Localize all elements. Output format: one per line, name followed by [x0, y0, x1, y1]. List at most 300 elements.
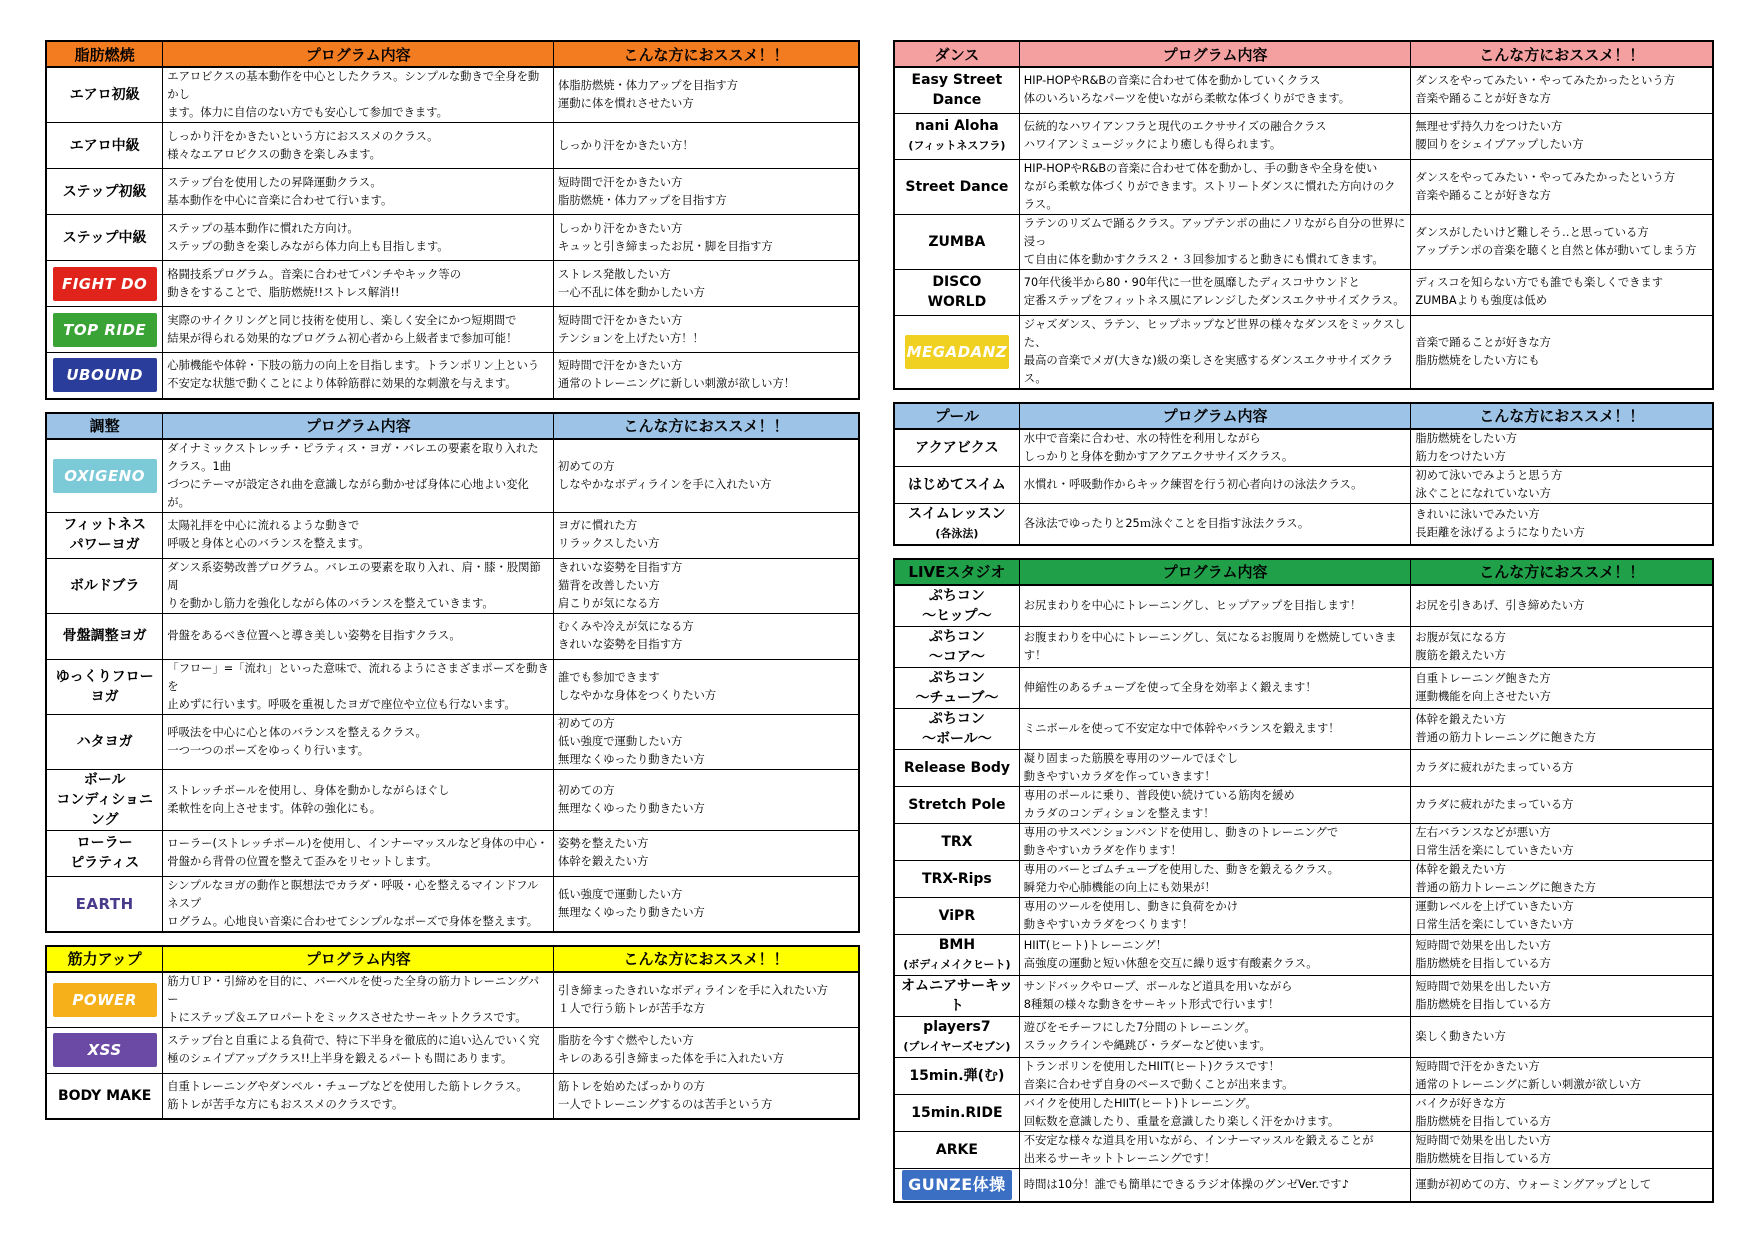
program-name-line: Release Body	[903, 759, 1010, 776]
target-line: 無理せず持久力をつけたい方	[1415, 120, 1563, 133]
program-description	[1019, 214, 1411, 269]
target-line: 短時間で汗をかきたい方	[558, 359, 683, 373]
program-row	[894, 1016, 1713, 1057]
target-line: 短時間で汗をかきたい方	[558, 175, 683, 189]
description-line: カラダのコンディションを整えます！	[1023, 806, 1215, 820]
logo-text: TOP RIDE	[63, 320, 147, 339]
program-name	[894, 934, 1019, 975]
gunze-logo-icon	[902, 1170, 1012, 1200]
program-row	[894, 626, 1713, 667]
description-line: ログラム。心地良い音楽に合わせてシンプルなポーズで身体を整えます。	[167, 914, 539, 928]
program-description	[1019, 113, 1411, 159]
target-line: 初めての方	[558, 783, 615, 797]
program-row	[894, 1094, 1713, 1131]
program-row	[46, 123, 859, 169]
target-line: 脂肪燃焼を目指している方	[1415, 997, 1551, 1011]
target-line: ZUMBAよりも強度は低め	[1415, 294, 1547, 307]
program-row	[894, 823, 1713, 860]
program-name	[894, 1057, 1019, 1094]
description-line: ハワイアンミュージックにより癒しも得られます。	[1023, 138, 1282, 151]
program-name	[894, 860, 1019, 897]
recommended-for	[554, 1027, 859, 1073]
target-line: きれいに泳いでみたい方	[1415, 507, 1540, 521]
program-name-line: 骨盤調整ヨガ	[62, 628, 147, 644]
program-name	[894, 786, 1019, 823]
target-header: こんな方におススメ！！	[554, 946, 859, 972]
program-name-line: 15min.弾(む)	[909, 1067, 1005, 1084]
program-name	[46, 1027, 163, 1073]
target-line: キレのある引き締まった体を手に入れたい方	[558, 1052, 784, 1065]
target-line: 音楽や踊ることが好きな方	[1415, 92, 1551, 106]
program-name-line: ～チューブ～	[915, 689, 999, 706]
program-name	[894, 159, 1019, 214]
description-line: 不安定な様々な道具を用いながら、インナーマッスルを鍛えることが	[1023, 1133, 1374, 1147]
program-name-line: Street Dance	[905, 178, 1009, 195]
program-name	[894, 214, 1019, 269]
program-name	[894, 708, 1019, 749]
recommended-for	[1411, 897, 1713, 934]
program-description	[163, 67, 554, 123]
target-line: 低い強度で運動したい方	[558, 887, 683, 901]
program-row	[894, 466, 1713, 503]
section-fat	[45, 40, 860, 400]
description-line: ラテンのリズムで踊るクラス。アップテンポの曲にノリながら自分の世界に浸っ	[1023, 216, 1406, 248]
recommended-for	[554, 769, 859, 830]
program-name-line: nani Aloha	[915, 118, 999, 134]
section-muscle	[45, 945, 860, 1121]
description-line: 専用のツールを使用し、動きに負荷をかけ	[1023, 899, 1238, 913]
recommended-for	[554, 307, 859, 353]
program-name-line: ～ボール～	[922, 730, 992, 747]
target-line: ストレス発散したい方	[558, 267, 671, 281]
recommended-for	[1411, 585, 1713, 627]
target-line: 日常生活を楽にしていきたい方	[1415, 917, 1574, 931]
target-line: 脂肪燃焼を目指している方	[1415, 956, 1551, 970]
description-line: ます。体力に自信のない方でも安心して参加できます。	[167, 106, 448, 119]
description-line: 自重トレーニングやダンベル・チューブなどを使用した筋トレクラス。	[167, 1079, 528, 1093]
description-line: 70年代後半から80・90年代に一世を風靡したディスコサウンドと	[1023, 276, 1360, 289]
description-line: 体のいろいろなパーツを使いながら柔軟な体づくりができます。	[1023, 92, 1351, 106]
left-column	[45, 40, 860, 1132]
target-line: 運動レベルを上げていきたい方	[1415, 899, 1574, 913]
program-name-line: ぷちコン	[928, 628, 985, 645]
target-header: こんな方におススメ！！	[1411, 41, 1713, 67]
logo-text: EARTH	[75, 894, 134, 913]
program-description	[1019, 975, 1411, 1016]
program-description	[163, 876, 554, 932]
description-line: 骨盤から背骨の位置を整えて歪みをリセットします。	[167, 855, 438, 868]
recommended-for	[1411, 315, 1713, 389]
program-row	[894, 708, 1713, 749]
recommended-for	[1411, 214, 1713, 269]
target-header: こんな方におススメ！！	[1411, 403, 1713, 429]
section-title: 筋力アップ	[46, 946, 163, 972]
program-name	[46, 714, 163, 769]
target-line: 無理なくゆったり動きたい方	[558, 752, 705, 766]
target-line: ヨガに慣れた方	[558, 519, 638, 532]
program-name-line: ARKE	[935, 1141, 978, 1158]
target-line: 脂肪燃焼を目指している方	[1415, 1151, 1551, 1165]
description-line: エアロビクスの基本動作を中心としたクラス。シンプルな動きで全身を動かし	[167, 70, 540, 101]
description-line: HIIT(ヒート)トレーニング！	[1023, 938, 1167, 952]
program-description	[163, 714, 554, 769]
program-name-line: (プレイヤーズセブン)	[903, 1039, 1011, 1053]
program-name-line: ViPR	[938, 907, 976, 924]
description-line: HIP-HOPやR&Bの音楽に合わせて体を動かしていくクラス	[1023, 74, 1321, 88]
description-line: ローラー(ストレッチポール)を使用し、インナーマッスルなど身体の中心・	[167, 837, 549, 850]
target-line: 普通の筋力トレーニングに飽きた方	[1415, 880, 1596, 894]
program-name	[46, 215, 163, 261]
target-line: 初めての方	[558, 716, 615, 730]
recommended-for	[554, 558, 859, 613]
description-line: ステップの基本動作に慣れた方向け。	[167, 221, 359, 235]
logo-text: FIGHT DO	[61, 274, 148, 293]
program-description	[163, 1073, 554, 1119]
target-line: 長距離を泳げるようになりたい方	[1415, 525, 1585, 539]
target-line: 筋力をつけたい方	[1415, 449, 1506, 463]
content-header: プログラム内容	[1019, 559, 1411, 585]
target-line: 泳ぐことになれていない方	[1415, 486, 1551, 500]
recommended-for	[554, 830, 859, 876]
description-line: 瞬発力や心肺機能の向上にも効果が！	[1023, 880, 1216, 894]
jumper-icon	[53, 358, 157, 392]
program-row	[894, 159, 1713, 214]
program-name-line: ハタヨガ	[76, 733, 133, 750]
logo-text: GUNZE体操	[908, 1174, 1006, 1194]
program-name	[894, 1094, 1019, 1131]
target-line: 音楽で踊ることが好きな方	[1415, 335, 1551, 349]
target-line: キュッと引き締まったお尻・脚を目指す方	[558, 239, 773, 253]
target-line: お尻を引きあげ、引き締めたい方	[1415, 598, 1585, 612]
target-line: ダンスをやってみたい・やってみたかったという方	[1415, 74, 1675, 88]
program-name-line: Dance	[932, 92, 982, 109]
program-description	[1019, 466, 1411, 503]
description-line: お腹まわりを中心にトレーニングし、気になるお腹周りを燃焼していきます！	[1023, 630, 1397, 662]
description-line: 骨盤をあるべき位置へと導き美しい姿勢を目指すクラス。	[167, 629, 461, 642]
description-line: 呼吸法を中心に心と体のバランスを整えるクラス。	[167, 725, 427, 739]
program-name-line: (ボディメイクヒート)	[903, 957, 1011, 971]
program-name-line: はじめてスイム	[908, 476, 1006, 493]
target-line: 一心不乱に体を動かしたい方	[558, 285, 705, 299]
fighter-icon	[53, 267, 157, 301]
target-line: 姿勢を整えたい方	[558, 837, 649, 850]
recommended-for	[554, 659, 859, 714]
description-line: 実際のサイクリングと同じ技術を使用し、楽しく安全にかつ短期間で	[167, 313, 517, 327]
target-line: 普通の筋力トレーニングに飽きた方	[1415, 730, 1596, 744]
description-line: 動きをすることで、脂肪燃焼!!ストレス解消!!	[167, 285, 400, 299]
program-name-line: ～ヒップ～	[922, 607, 992, 624]
program-name-line: Stretch Pole	[908, 796, 1006, 813]
section-pool	[893, 402, 1714, 546]
description-line: しっかりと身体を動かすアクアエクササイズクラス。	[1023, 449, 1294, 463]
program-name-line: ボルドブラ	[69, 577, 140, 594]
program-name	[894, 749, 1019, 786]
program-row	[894, 1131, 1713, 1168]
program-description	[1019, 1094, 1411, 1131]
target-line: 体脂肪燃焼・体力アップを目指す方	[558, 79, 739, 92]
program-name	[894, 315, 1019, 389]
program-row	[46, 714, 859, 769]
program-name-line: ～コア～	[928, 648, 985, 665]
section-title: 脂肪燃焼	[46, 41, 163, 67]
dancer-icon	[905, 335, 1009, 369]
target-line: 日常生活を楽にしていきたい方	[1415, 843, 1574, 857]
description-line: ながら柔軟な体づくりができます。ストリートダンスに慣れた方向けのクラス。	[1023, 179, 1396, 211]
description-line: 出来るサーキットトレーニングです！	[1023, 1151, 1216, 1165]
program-row	[894, 315, 1713, 389]
recommended-for	[1411, 934, 1713, 975]
target-line: 通常のトレーニングに新しい刺激が欲しい方	[1415, 1077, 1642, 1091]
program-description	[163, 123, 554, 169]
program-name-line: ぷちコン	[928, 710, 985, 727]
program-row	[46, 876, 859, 932]
content-header: プログラム内容	[163, 946, 554, 972]
recommended-for	[554, 1073, 859, 1119]
program-name	[46, 169, 163, 215]
description-line: ジャズダンス、ラテン、ヒップホップなど世界の様々なダンスをミックスした、	[1023, 317, 1406, 349]
description-line: りを動かし筋力を強化しながら体のバランスを整えていきます。	[167, 596, 494, 610]
lifter-icon	[53, 983, 157, 1017]
recommended-for	[554, 123, 859, 169]
target-line: 肩こりが気になる方	[558, 596, 660, 610]
program-row	[46, 261, 859, 307]
program-name	[46, 659, 163, 714]
description-line: ダイナミックストレッチ・ピラティス・ヨガ・バレエの要素を取り入れたクラス。1曲	[167, 441, 539, 473]
program-description	[1019, 159, 1411, 214]
recommended-for	[1411, 667, 1713, 708]
recommended-for	[1411, 67, 1713, 113]
description-line: 最高の音楽でメガ(大きな)級の楽しさを実感するダンスエクササイズクラス。	[1023, 353, 1393, 385]
recommended-for	[554, 169, 859, 215]
target-line: 自重トレーニング飽きた方	[1415, 671, 1551, 685]
description-line: 水慣れ・呼吸動作からキック練習を行う初心者向けの泳法クラス。	[1023, 477, 1363, 491]
right-column	[893, 40, 1714, 1215]
program-name-line: フィットネス	[63, 517, 147, 533]
logo-text: XSS	[87, 1041, 122, 1059]
program-row	[46, 353, 859, 399]
program-row	[894, 585, 1713, 627]
program-description	[1019, 626, 1411, 667]
description-line: 8種類の様々な動きをサーキット形式で行います！	[1023, 997, 1280, 1011]
program-name	[46, 261, 163, 307]
target-line: 音楽や踊ることが好きな方	[1415, 188, 1551, 202]
program-name-line: DISCO	[932, 274, 982, 290]
target-line: ダンスがしたいけど難しそう‥と思っている方	[1415, 225, 1649, 239]
recommended-for	[554, 439, 859, 513]
description-line: 基本動作を中心に音楽に合わせて行います。	[167, 193, 393, 207]
program-name-line: コンディショニング	[56, 791, 153, 828]
program-description	[1019, 934, 1411, 975]
target-line: 無理なくゆったり動きたい方	[558, 905, 705, 919]
program-description	[163, 769, 554, 830]
program-name	[46, 613, 163, 659]
description-line: スラックラインや縄跳び・ラダーなど使います。	[1023, 1038, 1271, 1052]
target-line: カラダに疲れがたまっている方	[1415, 760, 1574, 774]
program-description	[1019, 667, 1411, 708]
description-line: 水中で音楽に合わせ、水の特性を利用しながら	[1023, 431, 1261, 445]
program-name	[894, 429, 1019, 467]
program-name	[894, 503, 1019, 545]
description-line: 遊びをモチーフにした7分間のトレーニング。	[1023, 1020, 1256, 1034]
program-name-line: 15min.RIDE	[911, 1104, 1003, 1121]
program-description	[1019, 1057, 1411, 1094]
program-row	[46, 613, 859, 659]
description-line: 様々なエアロビクスの動きを楽しみます。	[167, 147, 381, 161]
recommended-for	[1411, 975, 1713, 1016]
program-name-line: TRX-Rips	[922, 870, 992, 887]
program-name-line: TRX	[941, 833, 973, 850]
program-description	[163, 169, 554, 215]
program-description	[1019, 269, 1411, 315]
target-line: ダンスをやってみたい・やってみたかったという方	[1415, 170, 1675, 184]
program-name	[894, 1131, 1019, 1168]
program-description	[1019, 585, 1411, 627]
description-line: 太陽礼拝を中心に流れるような動きで	[167, 519, 360, 532]
program-row	[46, 659, 859, 714]
target-line: 筋トレを始めたばっかりの方	[558, 1079, 705, 1093]
target-line: 無理なくゆったり動きたい方	[558, 801, 705, 815]
description-line: ストレッチボールを使用し、身体を動かしながらほぐし	[167, 783, 450, 797]
program-description	[163, 353, 554, 399]
program-name-line: (フィットネスフラ)	[908, 139, 1006, 152]
recommended-for	[1411, 429, 1713, 467]
description-line: バイクを使用したHIIT(ヒート)トレーニング。	[1023, 1096, 1257, 1110]
program-name	[894, 113, 1019, 159]
recommended-for	[554, 215, 859, 261]
program-row	[894, 897, 1713, 934]
program-description	[163, 558, 554, 613]
recommended-for	[1411, 860, 1713, 897]
program-name-line: Easy Street	[911, 72, 1003, 89]
program-description	[163, 972, 554, 1028]
description-line: トランポリンを使用したHIIT(ヒート)クラスです！	[1023, 1059, 1280, 1073]
description-line: 不安定な状態で動くことにより体幹筋群に効果的な刺激を与えます。	[167, 377, 517, 391]
description-line: 高強度の運動と短い休憩を交互に繰り返す有酸素クラス。	[1023, 956, 1318, 970]
description-line: 伝統的なハワイアンフラと現代のエクササイズの融合クラス	[1023, 120, 1327, 133]
program-description	[1019, 823, 1411, 860]
earth-logo-icon	[53, 887, 157, 921]
section-title: LIVEスタジオ	[894, 559, 1019, 585]
content-header: プログラム内容	[1019, 403, 1411, 429]
recommended-for	[1411, 1057, 1713, 1094]
description-line: 一つ一つのポーズをゆっくり行います。	[167, 743, 370, 757]
description-line: ミニボールを使って不安定な中で体幹やバランスを鍛えます！	[1023, 721, 1340, 735]
description-line: 定番ステップをフィットネス風にアレンジしたダンスエクササイズクラス。	[1023, 294, 1405, 307]
program-name-line: ピラティス	[70, 855, 140, 871]
program-row	[46, 1027, 859, 1073]
target-line: 脂肪燃焼を目指している方	[1415, 1114, 1551, 1128]
section-dance	[893, 40, 1714, 390]
target-line: 一人でトレーニングするのは苦手という方	[558, 1097, 773, 1111]
program-name	[46, 769, 163, 830]
program-name	[46, 439, 163, 513]
program-description	[1019, 67, 1411, 113]
program-description	[1019, 1131, 1411, 1168]
program-name	[894, 466, 1019, 503]
program-name	[46, 876, 163, 932]
description-line: 専用のサスペンションバンドを使用し、動きのトレーニングで	[1023, 825, 1339, 839]
program-description	[1019, 1168, 1411, 1202]
target-header: こんな方におススメ！！	[554, 413, 859, 439]
target-line: しっかり汗をかきたい方	[558, 221, 683, 235]
target-header: こんな方におススメ！！	[554, 41, 859, 67]
target-line: 短時間で汗をかきたい方	[558, 313, 683, 327]
program-name	[894, 269, 1019, 315]
program-name	[894, 667, 1019, 708]
target-line: しっかり汗をかきたい方！	[558, 138, 694, 152]
program-description	[163, 512, 554, 558]
target-line: カラダに疲れがたまっている方	[1415, 797, 1574, 811]
recommended-for	[554, 876, 859, 932]
target-line: しなやかなボディラインを手に入れたい方	[558, 477, 772, 491]
program-description	[1019, 897, 1411, 934]
description-line: HIP-HOPやR&Bの音楽に合わせて体を動かし、手の動きや全身を使い	[1023, 161, 1378, 175]
description-line: 「フロー」=「流れ」といった意味で、流れるようにさまざまポーズを動きを	[167, 661, 549, 693]
target-line: 低い強度で運動したい方	[558, 734, 683, 748]
description-line: お尻まわりを中心にトレーニングし、ヒップアップを目指します！	[1023, 598, 1362, 612]
description-line: 各泳法でゆったりと25ｍ泳ぐことを目指す泳法クラス。	[1023, 516, 1310, 530]
program-name-line: players7	[923, 1018, 991, 1035]
target-line: １人で行う筋トレが苦手な方	[558, 1001, 705, 1015]
program-name-line: ステップ初級	[62, 183, 147, 200]
program-name	[46, 353, 163, 399]
target-line: 左右バランスなどが悪い方	[1415, 825, 1551, 839]
program-description	[1019, 503, 1411, 545]
program-row	[894, 429, 1713, 467]
program-name-line: ゆっくりフローヨガ	[55, 668, 154, 705]
recommended-for	[1411, 823, 1713, 860]
description-line: シンプルなヨガの動作と瞑想法でカラダ・呼吸・心を整えるマインドフルネスプ	[167, 878, 539, 910]
program-description	[1019, 1016, 1411, 1057]
description-line: 動きやすいカラダを作っていきます！	[1023, 769, 1216, 783]
description-line: 呼吸と身体と心のバランスを整えます。	[167, 537, 370, 550]
section-title: 調整	[46, 413, 163, 439]
program-description	[1019, 749, 1411, 786]
target-line: 脂肪燃焼・体力アップを目指す方	[558, 193, 727, 207]
program-name-line: エアロ中級	[69, 137, 140, 154]
recommended-for	[1411, 749, 1713, 786]
recommended-for	[1411, 786, 1713, 823]
program-row	[894, 1168, 1713, 1202]
program-row	[46, 769, 859, 830]
content-header: プログラム内容	[163, 413, 554, 439]
recommended-for	[1411, 1094, 1713, 1131]
target-line: 初めての方	[558, 459, 615, 473]
recommended-for	[1411, 1016, 1713, 1057]
description-line: 極のシェイプアップクラス!!上半身を鍛えるパートも間にあります。	[167, 1052, 513, 1065]
description-line: 音楽に合わせず自身のペースで動くことが出来ます。	[1023, 1077, 1294, 1091]
logo-text: OXIGENO	[64, 466, 145, 485]
target-line: ディスコを知らない方でも誰でも楽しくできます	[1415, 276, 1664, 289]
program-row	[894, 503, 1713, 545]
description-line: 止めずに行います。呼吸を重視したヨガで座位や立位も行ないます。	[167, 697, 516, 711]
section-title: プール	[894, 403, 1019, 429]
program-name-line: BODY MAKE	[57, 1087, 152, 1104]
recommended-for	[1411, 269, 1713, 315]
description-line: 動きやすいカラダをつくります！	[1023, 917, 1194, 931]
target-line: テンションを上げたい方！！	[558, 331, 704, 345]
description-line: て自由に体を動かすクラス２・３回参加すると動きにも慣れてきます。	[1023, 252, 1384, 266]
program-name	[894, 1168, 1019, 1202]
section-live	[893, 558, 1714, 1204]
stretch-icon	[53, 1033, 157, 1067]
target-line: アップテンポの音楽を聴くと自然と体が動いてしまう方	[1415, 243, 1697, 257]
program-row	[46, 512, 859, 558]
program-row	[46, 972, 859, 1028]
description-line: 格闘技系プログラム。音楽に合わせてパンチやキック等の	[167, 267, 462, 281]
description-line: 動きやすいカラダを作ります！	[1023, 843, 1182, 857]
logo-text: UBOUND	[66, 366, 143, 385]
